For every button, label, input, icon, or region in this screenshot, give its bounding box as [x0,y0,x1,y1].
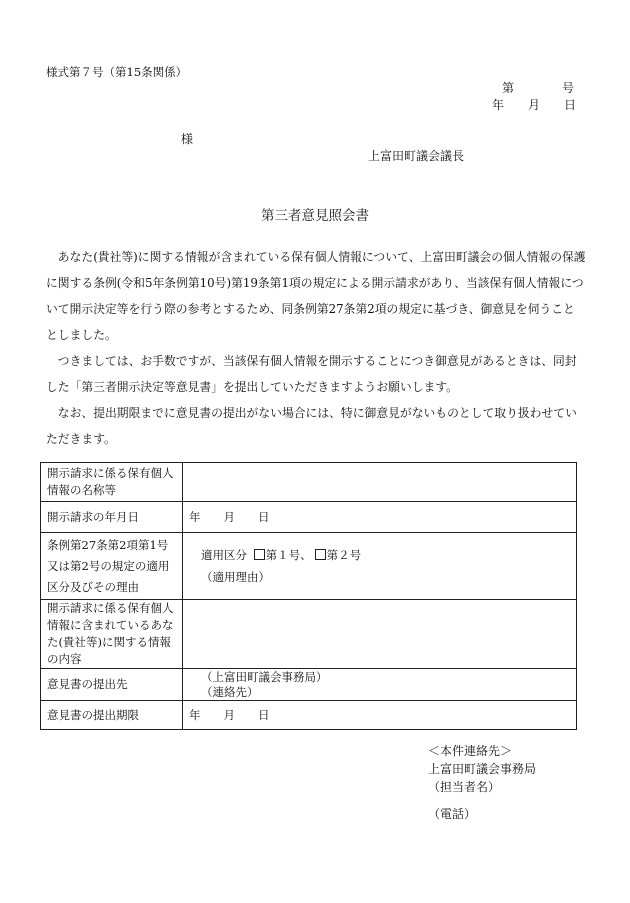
row-value-applicable-category [183,533,577,600]
row-value-target-info [183,463,577,502]
reason-label: （適用理由） [201,570,270,584]
destination-contact: （連絡先） [201,684,259,699]
addressee-honorific: 様 [181,132,194,146]
document-number: 第 号 [501,81,574,95]
form-number: 様式第７号（第15条関係） [46,65,188,79]
table-row [41,669,577,701]
row-label-target-info: 開示請求に係る保有個人情報の名称等 [41,463,183,502]
label-line: 条例第27条第2項第1号 [47,537,169,552]
row-value-deadline: 年 月 日 [183,701,577,730]
checkbox-item-2[interactable] [315,549,326,560]
checkbox-item-1[interactable] [254,549,265,560]
document-date: 年 月 日 [491,98,576,112]
row-label-info-content: 開示請求に係る保有個人情報に含まれているあなた(貴社等)に関する情報の内容 [41,600,183,669]
row-value-submission-destination [183,669,577,701]
table-row [41,533,577,600]
row-label-deadline: 意見書の提出期限 [41,701,183,730]
label-line: 区分及びその理由 [47,579,139,594]
category-option-1: 第１号、 [265,548,312,562]
table-row [41,701,577,730]
label-line: 又は第2号の規定の適用 [47,558,170,573]
contact-office: 上富田町議会事務局 [428,762,537,776]
table-row [41,463,577,502]
row-label-request-date: 開示請求の年月日 [41,502,183,533]
category-prefix: 適用区分 [201,548,247,562]
row-label-applicable-category [41,533,183,600]
contact-block [428,742,536,823]
body-paragraph-3: なお、提出期限までに意見書の提出がない場合には、特に御意見がないものとして取り扱わせていただきます。 [46,406,577,446]
body-paragraph-2: つきましては、お手数ですが、当該保有個人情報を開示することにつき御意見があるときは、同封した「第三者開示決定等意見書」を提出していただきますようお願いします。 [46,354,577,394]
document-title: 第三者意見照会書 [261,208,369,224]
sender-name: 上富田町議会議長 [368,149,465,163]
destination-office: （上富田町議会事務局） [201,669,328,684]
body-paragraph-1: あなた(貴社等)に関する情報が含まれている保有個人情報について、上富田町議会の個人情報の保護に関する条例(令和5年条例第10号)第19条第1項の規定による開示請求があり、当該保有個人情報について開示決定等を行う際の参考とするため、同条例第27条第2項の規定に基づき、御意見を伺うこととしました。 [46,250,586,342]
table-row [41,502,577,533]
info-table [40,462,577,730]
category-option-2: 第２号 [326,548,362,562]
row-label-submission-destination: 意見書の提出先 [41,669,183,701]
body-text [46,244,586,452]
contact-person: （担当者名） [428,780,501,794]
table-row [41,600,577,669]
row-value-request-date: 年 月 日 [183,502,577,533]
row-value-info-content [183,600,577,669]
contact-phone: （電話） [428,807,477,821]
contact-heading: ＜本件連絡先＞ [428,744,513,758]
